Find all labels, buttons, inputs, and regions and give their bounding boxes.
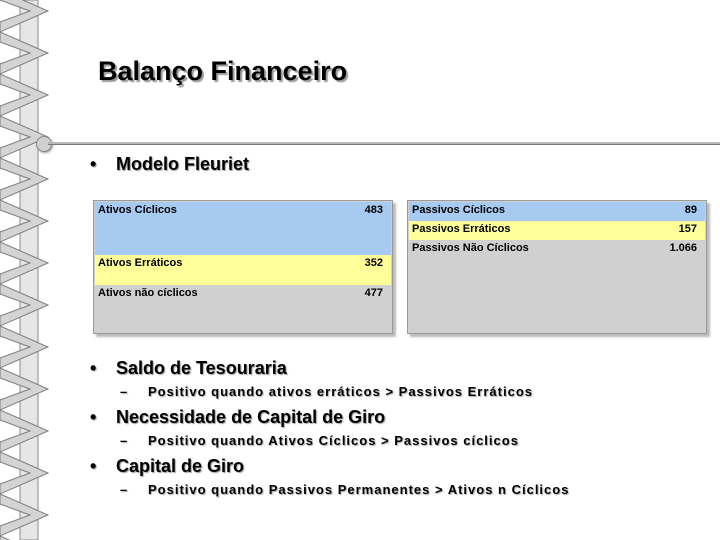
- sub-bullet-text: Positivo quando Passivos Permanentes > Ativos n Cíclicos: [148, 482, 570, 497]
- bullet-capital-giro: [90, 456, 244, 477]
- bullet-text: Modelo Fleuriet: [116, 154, 250, 174]
- row-label: Ativos não cíclicos: [98, 287, 198, 299]
- row-label: Ativos Erráticos: [98, 257, 183, 269]
- row-value: 483: [364, 204, 383, 216]
- liabilities-row-nao-ciclicos: [409, 240, 705, 331]
- bullet-text: Capital de Giro: [116, 456, 245, 476]
- liabilities-row-erraticos: [409, 221, 705, 240]
- bullet-dot: •: [90, 358, 97, 378]
- row-label: Passivos Cíclicos: [412, 204, 505, 216]
- sub-bullet-saldo: [120, 384, 533, 399]
- bullet-ncg: [90, 407, 385, 428]
- row-label: Passivos Erráticos: [412, 223, 511, 235]
- bullet-text: Saldo de Tesouraria: [116, 358, 287, 378]
- sub-bullet-dash: –: [120, 482, 129, 497]
- row-value: 157: [678, 223, 697, 235]
- bullet-dot: •: [90, 154, 97, 174]
- bullet-text: Necessidade de Capital de Giro: [116, 407, 386, 427]
- assets-row-ciclicos: [95, 202, 391, 255]
- title-divider: [48, 142, 720, 145]
- sub-bullet-capital-giro: [120, 482, 569, 497]
- bullet-dot: •: [90, 407, 97, 427]
- row-value: 352: [364, 257, 383, 269]
- row-label: Passivos Não Cíclicos: [412, 242, 529, 254]
- sub-bullet-ncg: [120, 433, 519, 448]
- row-value: 1.066: [669, 242, 697, 254]
- sub-bullet-dash: –: [120, 384, 129, 399]
- assets-row-nao-ciclicos: [95, 285, 391, 331]
- liabilities-table: [407, 200, 707, 334]
- sub-bullet-dash: –: [120, 433, 129, 448]
- bullet-dot: •: [90, 456, 97, 476]
- bullet-saldo-tesouraria: [90, 358, 287, 379]
- assets-table: [93, 200, 393, 334]
- bullet-modelo-fleuriet: [90, 154, 249, 175]
- row-value: 89: [684, 204, 697, 216]
- row-value: 477: [364, 287, 383, 299]
- sub-bullet-text: Positivo quando Ativos Cíclicos > Passivos cíclicos: [148, 433, 519, 448]
- spiral-binding-decoration: [0, 0, 60, 540]
- assets-row-erraticos: [95, 255, 391, 285]
- sub-bullet-text: Positivo quando ativos erráticos > Passivos Erráticos: [148, 384, 533, 399]
- slide-title: Balanço Financeiro: [98, 56, 348, 86]
- row-label: Ativos Cíclicos: [98, 204, 177, 216]
- liabilities-row-ciclicos: [409, 202, 705, 221]
